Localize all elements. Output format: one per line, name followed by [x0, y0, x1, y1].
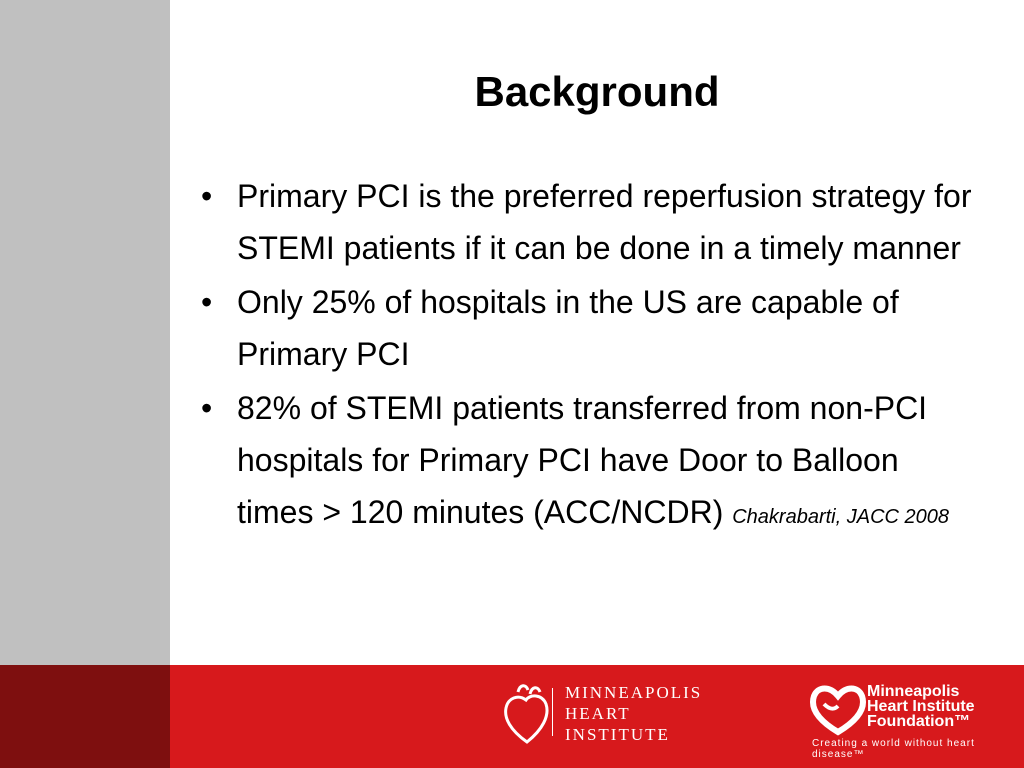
logo-divider	[552, 688, 553, 736]
bullet-text: 82% of STEMI patients transferred from non-PCI hospitals for Primary PCI have Door to Balloon times > 120 minutes (ACC/NCDR)	[237, 390, 928, 530]
mhi-line-1: MINNEAPOLIS	[565, 683, 703, 702]
bullet-item	[195, 382, 975, 543]
bullet-item	[195, 170, 975, 274]
mhi-line-2: HEART	[565, 704, 631, 723]
foundation-tagline: Creating a world without heart disease™	[812, 738, 975, 760]
bullet-dot: •	[201, 178, 213, 214]
citation: Chakrabarti, JACC 2008	[732, 506, 950, 528]
slide-title: Background	[474, 68, 720, 115]
foundation-logo-text	[867, 684, 975, 729]
foundation-line-3: Foundation™	[867, 713, 971, 730]
footer-dark-block	[0, 665, 170, 768]
bullet-dot: •	[201, 390, 213, 426]
bullet-list	[195, 170, 975, 545]
left-sidebar-band	[0, 0, 170, 665]
bullet-item	[195, 276, 975, 380]
foundation-line-1: Minneapolis	[867, 683, 960, 700]
foundation-line-2: Heart Institute	[867, 698, 975, 715]
foundation-heart-logo-icon	[808, 680, 868, 736]
bullet-dot: •	[201, 284, 213, 320]
mhi-line-3: INSTITUTE	[565, 725, 670, 744]
mhi-logo-text	[565, 682, 702, 745]
bullet-text: Only 25% of hospitals in the US are capable of Primary PCI	[237, 284, 899, 372]
bullet-text: Primary PCI is the preferred reperfusion strategy for STEMI patients if it can be done in a timely manner	[237, 178, 972, 266]
